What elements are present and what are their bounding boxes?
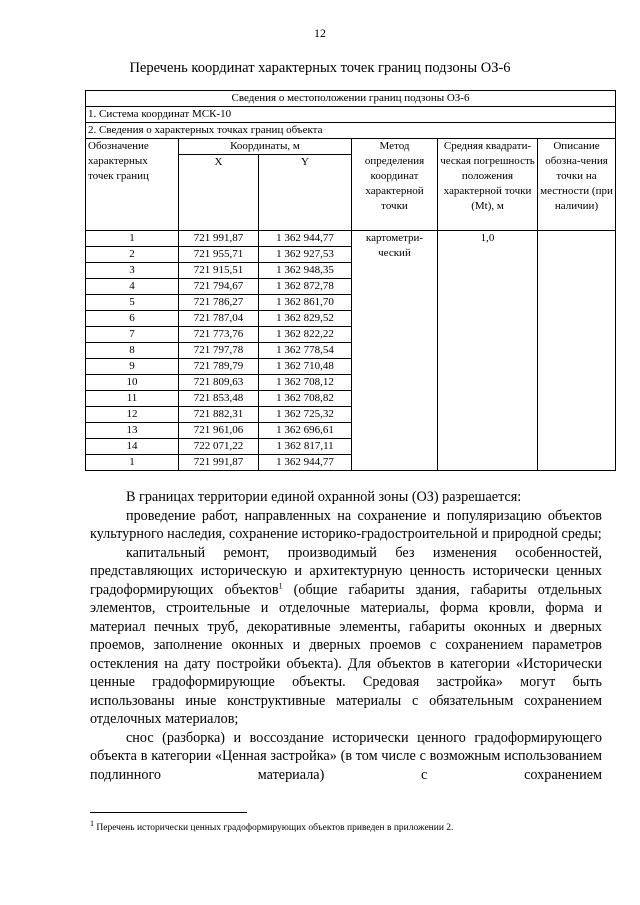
point-number: 5 <box>86 295 179 311</box>
coord-y: 1 362 817,11 <box>259 439 352 455</box>
coordinate-system-label: 1. Система координат МСК-10 <box>86 107 616 123</box>
coord-x: 721 787,04 <box>179 311 259 327</box>
coord-y: 1 362 778,54 <box>259 343 352 359</box>
col-y-header: Y <box>259 155 352 231</box>
table-main-header: Сведения о местоположении границ подзоны ОЗ-6 <box>86 91 616 107</box>
footnote <box>90 818 610 833</box>
col-coords-header: Координаты, м <box>179 139 352 155</box>
col-desc-header: Описание обозна-чения точки на местности (при наличии) <box>538 139 616 231</box>
point-number: 7 <box>86 327 179 343</box>
point-number: 1 <box>86 231 179 247</box>
paragraph-text: капитальный ремонт, производимый без изменения особенностей, представляющих историческую и архитектурную ценность исторически ценных градоформирующих объектов <box>90 544 602 598</box>
page-number: 12 <box>314 26 326 40</box>
paragraph: В границах территории единой охранной зоны (ОЗ) разрешается: <box>126 489 522 505</box>
coord-x: 721 961,06 <box>179 423 259 439</box>
point-number: 11 <box>86 391 179 407</box>
body-text <box>90 488 602 784</box>
paragraph: снос (разборка) и воссоздание исторически ценного градоформирующего объекта в категории «Ценная застройка» (в том числе с возможным использованием подлинного материала) с сохранением <box>90 729 602 783</box>
coord-y: 1 362 696,61 <box>259 423 352 439</box>
coord-y: 1 362 708,82 <box>259 391 352 407</box>
paragraph: проведение работ, направленных на сохранение и популяризацию объектов культурного наследия, сохранение историко-градостроительной и природной среды; <box>90 507 602 542</box>
coord-x: 721 991,87 <box>179 231 259 247</box>
document-title: Перечень координат характерных точек границ подзоны ОЗ-6 <box>129 60 511 76</box>
point-number: 9 <box>86 359 179 375</box>
table-header-row <box>86 91 616 107</box>
point-number: 12 <box>86 407 179 423</box>
footnote-mark: 1 <box>90 818 94 828</box>
coord-x: 721 882,31 <box>179 407 259 423</box>
points-info-label: 2. Сведения о характерных точках границ объекта <box>86 123 616 139</box>
point-number: 14 <box>86 439 179 455</box>
point-number: 2 <box>86 247 179 263</box>
coord-y: 1 362 861,70 <box>259 295 352 311</box>
coord-y: 1 362 710,48 <box>259 359 352 375</box>
footnote-divider <box>90 812 247 813</box>
footnote-text: Перечень исторически ценных градоформирующих объектов приведен в приложении 2. <box>94 823 454 833</box>
point-number: 1 <box>86 455 179 471</box>
coord-x: 721 786,27 <box>179 295 259 311</box>
table-row <box>86 231 616 247</box>
column-header-row <box>86 139 616 155</box>
coord-x: 721 789,79 <box>179 359 259 375</box>
col-x-header: X <box>179 155 259 231</box>
coord-x: 721 955,71 <box>179 247 259 263</box>
coord-x: 721 809,63 <box>179 375 259 391</box>
point-number: 10 <box>86 375 179 391</box>
coord-y: 1 362 927,53 <box>259 247 352 263</box>
error-value: 1,0 <box>438 231 538 471</box>
col-error-header: Средняя квадрати-ческая погрешность положения характерной точки (Mt), м <box>438 139 538 231</box>
coord-x: 721 915,51 <box>179 263 259 279</box>
coord-y: 1 362 708,12 <box>259 375 352 391</box>
coord-y: 1 362 872,78 <box>259 279 352 295</box>
coord-x: 721 991,87 <box>179 455 259 471</box>
description-cell <box>538 231 616 471</box>
coord-y: 1 362 944,77 <box>259 455 352 471</box>
coord-y: 1 362 829,52 <box>259 311 352 327</box>
col-method-header: Метод определения координат характерной точки <box>352 139 438 231</box>
method-value: картометри-ческий <box>352 231 438 471</box>
coord-x: 721 797,78 <box>179 343 259 359</box>
coord-x: 721 773,76 <box>179 327 259 343</box>
coord-x: 722 071,22 <box>179 439 259 455</box>
coord-y: 1 362 944,77 <box>259 231 352 247</box>
point-number: 13 <box>86 423 179 439</box>
paragraph-text: (общие габариты здания, габариты отдельных элементов, строительные и отделочные материалы, форма кровли, форма и материал печных труб, декоративные элементы, габариты оконных и дверных проемов, заполнение оконных и дверных проемов с сохранением параметров остекления на дату постройки объекта). Для объектов в категории «Исторически ценные градоформирующие объекты. Средовая застройка» могут быть использованы иные конструктивные материалы с обязательным сохранением отделочных материалов; <box>90 581 603 727</box>
coord-x: 721 853,48 <box>179 391 259 407</box>
point-number: 4 <box>86 279 179 295</box>
table-section-row <box>86 107 616 123</box>
col-point-header: Обозначение характерных точек границ <box>86 139 179 231</box>
coord-x: 721 794,67 <box>179 279 259 295</box>
paragraph <box>90 544 602 729</box>
coord-y: 1 362 822,22 <box>259 327 352 343</box>
coord-y: 1 362 948,35 <box>259 263 352 279</box>
coordinates-table <box>85 90 616 471</box>
coord-y: 1 362 725,32 <box>259 407 352 423</box>
point-number: 6 <box>86 311 179 327</box>
point-number: 8 <box>86 343 179 359</box>
table-section-row <box>86 123 616 139</box>
footnote-ref: 1 <box>278 580 283 590</box>
point-number: 3 <box>86 263 179 279</box>
